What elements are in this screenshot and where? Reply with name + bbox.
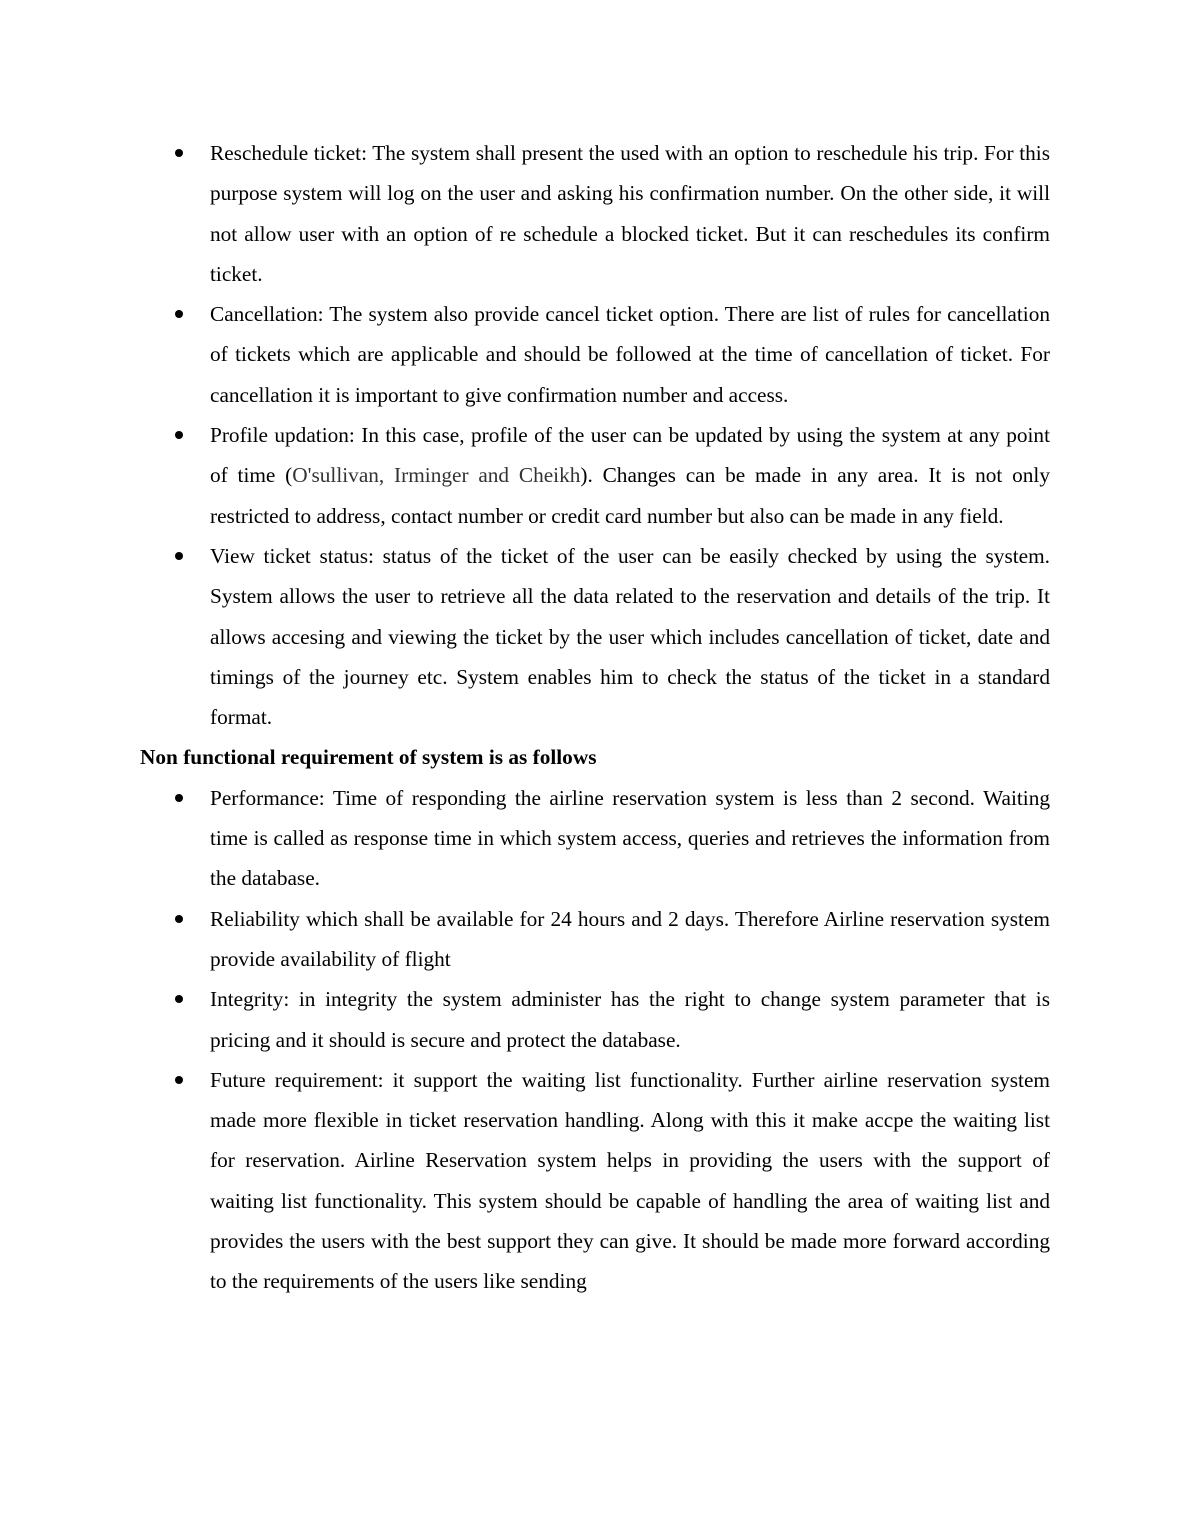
nonfunctional-requirements-list [140, 778, 1050, 1302]
list-item-text: Cancellation: The system also provide cancel ticket option. There are list of rules for cancellation of tickets which are applicable and should be followed at the time of cancellation of ticket. For cancellation it is important to give confirmation number and access. [210, 302, 1050, 407]
list-item-text: Performance: Time of responding the airline reservation system is less than 2 second. Waiting time is called as response time in which system access, queries and retrieves the information from the database. [210, 785, 1050, 891]
list-item-view-ticket-status [140, 536, 1050, 737]
list-item-cancellation [140, 294, 1050, 415]
bullet-icon [175, 552, 183, 560]
bullet-icon [175, 995, 183, 1003]
list-item-text: Reliability which shall be available for 24 hours and 2 days. Therefore Airline reservation system provide availability of flight [210, 906, 1050, 971]
list-item-profile-updation [140, 415, 1050, 536]
list-item-text: Future requirement: it support the waiting list functionality. Further airline reservation system made more flexible in ticket reservation handling. Along with this it make accpe the waiting list for reservation. Airline Reservation system helps in providing the users with the support of waiting list functionality. This system should be capable of handling the area of waiting list and provides the users with the best support they can give. It should be made more forward according to the requirements of the users like sending [210, 1067, 1050, 1294]
bullet-icon [175, 1076, 183, 1084]
bullet-icon [175, 794, 183, 802]
nonfunctional-heading: Non functional requirement of system is as follows [140, 745, 597, 770]
citation: O'sullivan, Irminger and Cheikh [292, 463, 581, 488]
list-item-future-requirement [140, 1060, 1050, 1302]
list-item-text: Integrity: in integrity the system administer has the right to change system parameter that is pricing and it should is secure and protect the database. [210, 987, 1050, 1052]
list-item-text: Reschedule ticket: The system shall present the used with an option to reschedule his trip. For this purpose system will log on the user and asking his confirmation number. On the other side, it will not allow user with an option of re schedule a blocked ticket. But it can reschedules its confirm ticket. [210, 141, 1050, 286]
document-page [140, 133, 1050, 1302]
list-item-performance [140, 778, 1050, 899]
list-item-reschedule-ticket [140, 133, 1050, 294]
list-item-reliability [140, 899, 1050, 980]
list-item-text: View ticket status: status of the ticket of the user can be easily checked by using the system. System allows the user to retrieve all the data related to the reservation and details of the trip. It allows accesing and viewing the ticket by the user which includes cancellation of ticket, date and timings of the journey etc. System enables him to check the status of the ticket in a standard format. [210, 543, 1050, 730]
bullet-icon [175, 431, 183, 439]
list-item-text-after: ). Changes can be made in any area. It is not only restricted to address, contact number or credit card number but also can be made in any field. [210, 463, 1050, 528]
list-item-integrity [140, 979, 1050, 1060]
functional-requirements-list [140, 133, 1050, 737]
bullet-icon [175, 149, 183, 157]
bullet-icon [175, 310, 183, 318]
bullet-icon [175, 915, 183, 923]
list-item-text: Profile updation: In this case, profile of the user can be updated by using the system at any point of time ( [210, 423, 1050, 488]
